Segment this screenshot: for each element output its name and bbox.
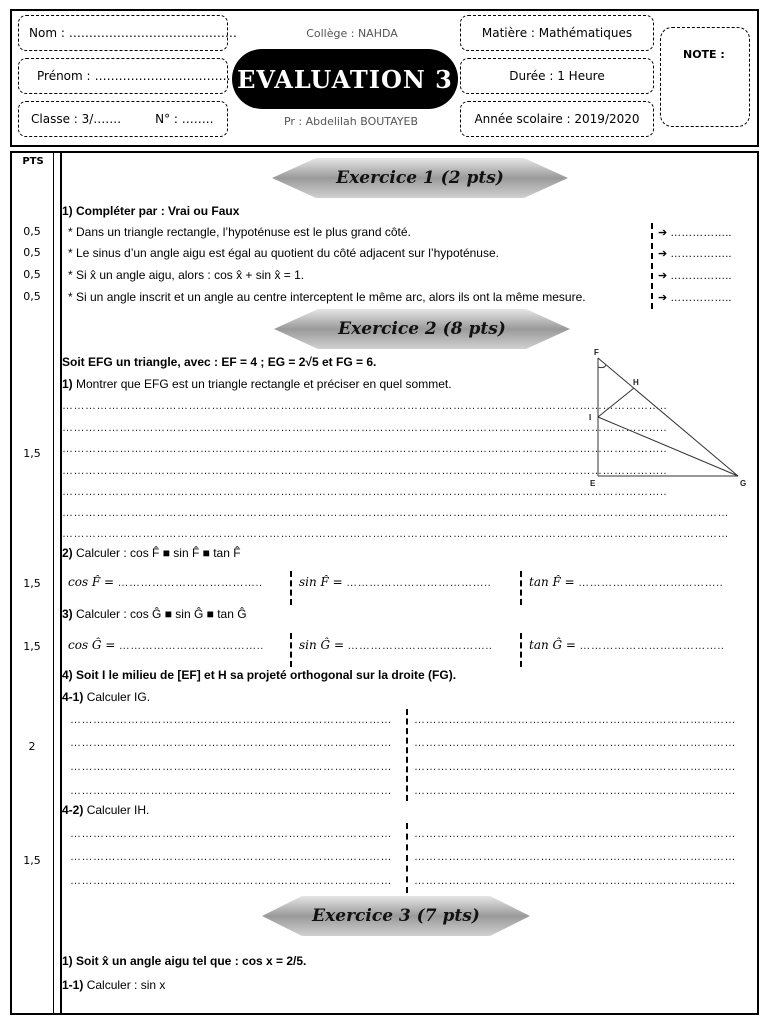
nom-field[interactable] (18, 15, 237, 51)
point-G-label: G (740, 479, 747, 488)
exercise1-banner (272, 158, 568, 198)
cos-G-label: cos Ĝ = (68, 638, 116, 652)
annee-label: Année scolaire : 2019/2020 (474, 112, 640, 126)
cos-G-answer (68, 638, 279, 652)
answer-separator (406, 709, 408, 801)
ex2-q4-2-text: Calculer IH. (86, 803, 150, 817)
points-value: 0,5 (23, 268, 41, 281)
column-divider (60, 153, 62, 1013)
answer-line[interactable]: ………………………………………………………………………………………………………………………………………….. (62, 443, 668, 455)
point-F-label: F (594, 348, 599, 357)
tan-G-answer (529, 638, 745, 652)
answer-line[interactable]: ………………………………………………………………………………………………………………………………………….. (62, 422, 668, 434)
nom-dots: …………………………………… (68, 26, 237, 40)
note-label: NOTE : (683, 48, 725, 61)
answer-separator (406, 823, 408, 893)
answer-line[interactable]: ………………………………………………………………………… (414, 851, 736, 863)
nom-label: Nom : (29, 26, 65, 40)
ex2-q4-1-text: Calculer IG. (86, 690, 151, 704)
ex1-question: 1) Compléter par : Vrai ou Faux (62, 204, 240, 218)
answer-line[interactable]: ………………………………………………………………………… (414, 761, 736, 773)
answer-line[interactable]: ……………………………….. (117, 577, 263, 589)
point-I-label: I (589, 413, 592, 422)
ex2-q4-2-number: 4-2) (62, 803, 84, 817)
points-value: 1,5 (23, 577, 41, 590)
angle-F-mark (598, 365, 606, 368)
cos-F-label: cos F̂ = (68, 575, 115, 589)
ex1-answer-separator (651, 223, 653, 309)
points-value: 1,5 (23, 447, 41, 460)
cos-F-answer (68, 575, 277, 589)
ex3-q1-1-number: 1-1) (62, 978, 84, 992)
exercise1-title: Exercice 1 (2 pts) (336, 168, 504, 188)
ex1-answer-blank[interactable]: ➔ …………….. (658, 270, 732, 282)
answer-separator (520, 633, 522, 667)
sin-F-answer (299, 575, 506, 589)
ex2-q4: 4) Soit I le milieu de [EF] et H sa projeté orthogonal sur la droite (FG). (62, 668, 457, 682)
segment-IG (598, 417, 738, 476)
answer-separator (290, 571, 292, 605)
point-E-label: E (590, 479, 596, 488)
points-value: 2 (28, 740, 36, 753)
ex1-statement: * Dans un triangle rectangle, l’hypoténuse est le plus grand côté. (68, 225, 411, 239)
ex1-answer-blank[interactable]: ➔ …………….. (658, 292, 732, 304)
sin-G-answer (299, 638, 507, 652)
answer-separator (290, 633, 292, 667)
ex1-answer-blank[interactable]: ➔ …………….. (658, 227, 732, 239)
segment-IH (598, 388, 634, 417)
classe-label: Classe : 3/……. (31, 112, 122, 126)
header (10, 9, 759, 147)
numero-label: N° : …….. (155, 112, 214, 126)
ex2-q2-number: 2) (62, 546, 73, 560)
exercise2-title: Exercice 2 (8 pts) (338, 319, 506, 339)
answer-line[interactable]: ……………………………….. (578, 577, 724, 589)
ex2-q2 (62, 546, 241, 560)
ex2-q1 (62, 377, 452, 391)
ex1-answer-blank[interactable]: ➔ …………….. (658, 248, 732, 260)
answer-line[interactable]: ……………………………….. (118, 640, 264, 652)
segment-FG (598, 358, 738, 476)
answer-line[interactable]: ………………………………………………………………………………………………………………………………………….. (62, 465, 668, 477)
answer-line[interactable]: ……………………………….. (346, 577, 492, 589)
prenom-label: Prénom : (37, 69, 91, 83)
ex1-statement: * Si un angle inscrit et un angle au centre interceptent le même arc, alors ils ont la même mesure. (68, 290, 586, 304)
exercise2-banner (274, 309, 570, 349)
answer-line[interactable]: ………………………………………………………………………………………………………………………………………….. (62, 400, 668, 412)
answer-line[interactable]: ………………………………………………………………………… (70, 737, 392, 749)
classe-field[interactable] (18, 101, 228, 137)
ex2-intro: Soit EFG un triangle, avec : EF = 4 ; EG = 2√5 et FG = 6. (62, 355, 377, 369)
tan-F-label: tan F̂ = (529, 575, 575, 589)
answer-line[interactable]: ………………………………………………………………………… (414, 785, 736, 797)
answer-line[interactable]: ………………………………………………………………………… (70, 828, 392, 840)
sin-F-label: sin F̂ = (299, 575, 343, 589)
points-value: 1,5 (23, 854, 41, 867)
duree-label: Durée : 1 Heure (509, 69, 605, 83)
ex3-q1: 1) Soit x̂ un angle aigu tel que : cos x = 2/5. (62, 954, 307, 968)
evaluation-title: EVALUATION 3 (237, 64, 453, 94)
ex3-q1-1-text: Calculer : sin x (86, 978, 166, 992)
exercise3-banner (262, 896, 530, 936)
ex1-statement: * Le sinus d’un angle aigu est égal au quotient du côté adjacent sur l’hypoténuse. (68, 246, 499, 260)
answer-line[interactable]: ………………………………………………………………………… (414, 875, 736, 887)
ex2-q3-text: Calculer : cos Ĝ ■ sin Ĝ ■ tan Ĝ (76, 607, 247, 621)
tan-F-answer (529, 575, 744, 589)
ex2-q4-1-number: 4-1) (62, 690, 84, 704)
points-value: 0,5 (23, 290, 41, 303)
points-value: 1,5 (23, 640, 41, 653)
matiere-label: Matière : Mathématiques (481, 26, 633, 40)
matiere-box (460, 15, 654, 51)
answer-line[interactable]: ………………………………………………………………………………………………………………………………………………………… (62, 507, 729, 519)
triangle-figure (588, 346, 750, 490)
evaluation-title-badge (232, 49, 458, 109)
points-value: 0,5 (23, 225, 41, 238)
answer-line[interactable]: ………………………………………………………………………… (414, 737, 736, 749)
ex2-q4-1 (62, 690, 150, 704)
prenom-field[interactable] (18, 58, 231, 94)
answer-line[interactable]: ………………………………………………………………………………………………………………………………………….. (62, 486, 668, 498)
ex1-statement: * Si x̂ un angle aigu, alors : cos x̂ + sin x̂ = 1. (68, 268, 305, 282)
teacher-name: Pr : Abdelilah BOUTAYEB (283, 115, 419, 128)
tan-G-label: tan Ĝ = (529, 638, 576, 652)
note-box[interactable] (660, 27, 750, 127)
ex3-q1-1 (62, 978, 165, 992)
exercise3-title: Exercice 3 (7 pts) (312, 906, 480, 926)
prenom-dots: ……………………………. (94, 69, 231, 83)
answer-line[interactable]: ………………………………………………………………………… (70, 714, 392, 726)
ex2-q3-number: 3) (62, 607, 73, 621)
points-value: 0,5 (23, 246, 41, 259)
ex2-q2-text: Calculer : cos F̂ ■ sin F̂ ■ tan F̂ (76, 546, 241, 560)
annee-box (460, 101, 654, 137)
answer-line[interactable]: ………………………………………………………………………… (414, 828, 736, 840)
answer-line[interactable]: ……………………………….. (347, 640, 493, 652)
answer-line[interactable]: ………………………………………………………………………… (70, 761, 392, 773)
answer-line[interactable]: ………………………………………………………………………………………………………………………………………………………… (62, 528, 729, 540)
answer-line[interactable]: ………………………………………………………………………… (70, 875, 392, 887)
ex2-q1-text: Montrer que EFG est un triangle rectangle et préciser en quel sommet. (76, 377, 452, 391)
college-name: Collège : NAHDA (306, 27, 398, 40)
duree-box (460, 58, 654, 94)
answer-line[interactable]: ………………………………………………………………………… (70, 785, 392, 797)
sin-G-label: sin Ĝ = (299, 638, 344, 652)
points-header: PTS (22, 156, 44, 167)
ex2-q4-2 (62, 803, 149, 817)
point-H-label: H (633, 378, 639, 387)
ex2-q1-number: 1) (62, 377, 73, 391)
answer-line[interactable]: ………………………………………………………………………… (414, 714, 736, 726)
ex2-q3 (62, 607, 247, 621)
answer-separator (520, 571, 522, 605)
answer-line[interactable]: ……………………………….. (579, 640, 725, 652)
answer-line[interactable]: ………………………………………………………………………… (70, 851, 392, 863)
